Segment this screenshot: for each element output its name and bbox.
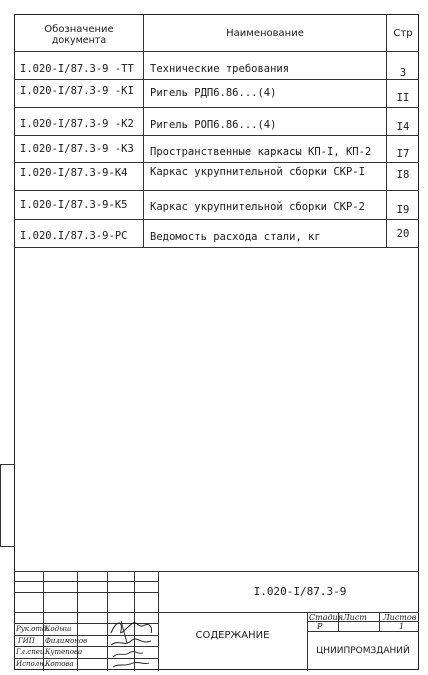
row-name: Каркас укрупнительной сборки СКР-I xyxy=(150,166,365,178)
row-doc: I.020-I/87.3-9-K4 xyxy=(20,167,128,179)
sheets-value: 1 xyxy=(399,622,405,631)
stamp-title: СОДЕРЖАНИЕ xyxy=(195,630,270,641)
header-page: Стр xyxy=(393,28,413,39)
row-rule xyxy=(15,135,419,136)
row-doc: I.020-I/87.3-9-K5 xyxy=(20,199,128,211)
sheet-label: Лист xyxy=(343,613,367,622)
signature-role: Гл.спец. xyxy=(16,648,47,656)
signature-name: Кодыш xyxy=(45,625,72,633)
row-name: Пространственные каркасы КП-I, КП-2 xyxy=(150,146,372,158)
row-page: II xyxy=(396,92,410,104)
header-designation: Обозначение xyxy=(44,24,114,35)
row-page: I9 xyxy=(396,204,410,216)
stamp-col xyxy=(307,612,308,671)
stamp-rule xyxy=(15,592,158,593)
row-rule xyxy=(15,190,419,191)
row-rule xyxy=(15,79,419,80)
row-page: I8 xyxy=(396,169,410,181)
header-designation-line2: документа xyxy=(51,35,107,46)
row-doc: I.020-I/87.3-9 -K2 xyxy=(20,118,134,130)
row-name: Каркас укрупнительной сборки СКР-2 xyxy=(150,201,365,213)
stamp-rule xyxy=(15,581,158,582)
signature-role: ГИП xyxy=(18,637,35,645)
signature-name: Кутепова xyxy=(45,648,83,656)
stage-value: Р xyxy=(317,622,323,631)
row-name: Ведомость расхода стали, кг xyxy=(150,231,321,243)
binding-margin-line xyxy=(0,546,14,547)
row-page: I7 xyxy=(396,148,410,160)
row-rule xyxy=(15,107,419,108)
row-page: I4 xyxy=(396,121,410,133)
col-divider-1 xyxy=(143,15,144,247)
row-doc: I.020.I/87.3-9-PC xyxy=(20,230,128,242)
signature-name: Котова xyxy=(45,660,74,668)
signature-role: Рук.отд. xyxy=(16,625,49,633)
row-page: 20 xyxy=(396,228,410,240)
stamp-organization: ЦНИИПРОМЗДАНИЙ xyxy=(316,646,410,656)
row-name: Ригель РДП6.86...(4) xyxy=(150,87,277,99)
signature-name: Филимонов xyxy=(45,637,88,645)
row-rule xyxy=(15,162,419,163)
drawing-sheet xyxy=(14,14,419,670)
binding-margin-line xyxy=(0,464,1,546)
row-name: Технические требования xyxy=(150,63,290,75)
row-page: 3 xyxy=(399,67,407,79)
row-doc: I.020-I/87.3-9 -TT xyxy=(20,63,134,75)
row-rule xyxy=(15,219,419,220)
stamp-top-rule xyxy=(15,571,419,572)
header-name: Наименование xyxy=(226,28,304,39)
sheets-label: Листов xyxy=(383,613,417,622)
stage-label: Стадия xyxy=(309,613,343,622)
binding-margin-line xyxy=(0,464,14,465)
signature-role: Исполн. xyxy=(16,660,47,668)
handwritten-signatures xyxy=(107,615,159,671)
stamp-col xyxy=(379,612,380,631)
row-name: Ригель РОП6.86...(4) xyxy=(150,119,277,131)
row-doc: I.020-I/87.3-9 -KI xyxy=(20,85,134,97)
stamp-document-code: I.020-I/87.3-9 xyxy=(253,585,347,598)
header-rule xyxy=(15,51,419,52)
table-bottom-rule xyxy=(15,247,419,248)
row-doc: I.020-I/87.3-9 -K3 xyxy=(20,143,134,155)
